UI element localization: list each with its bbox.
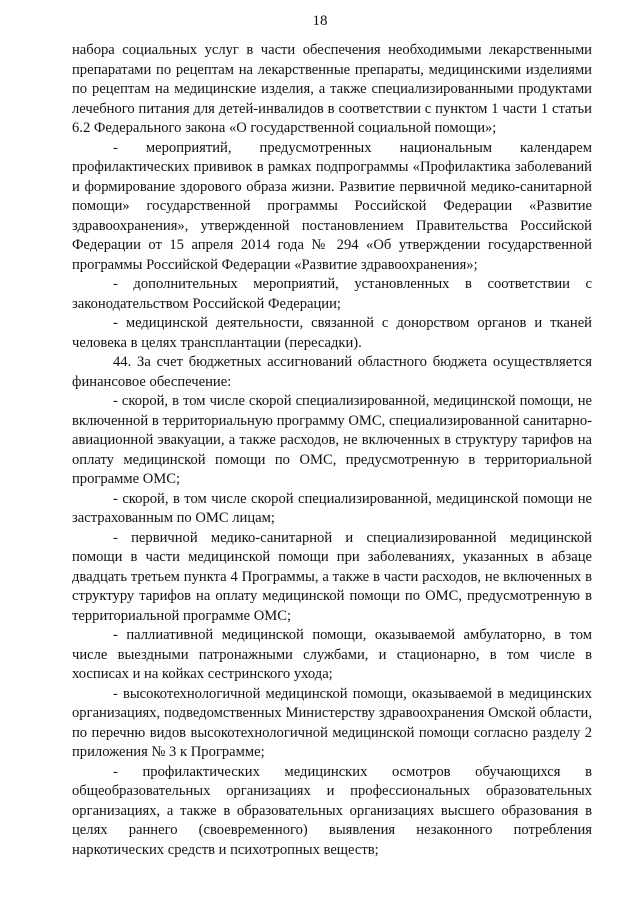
page-number: 18 <box>312 13 328 29</box>
paragraph-preventive-exams: - профилактических медицинских осмотров обучающихся в общеобразовательных организациях и профессиональных образовательных организациях, а также в образовательных организациях высшего образования в целях раннего (своевременного) выявления незаконного потребления наркотических средств и психотропных веществ; <box>72 763 592 858</box>
document-body <box>72 41 592 860</box>
paragraph-section-44: 44. За счет бюджетных ассигнований областного бюджета осуществляется финансовое обеспечение: <box>72 354 592 390</box>
paragraph-additional-measures: - дополнительных мероприятий, установленных в соответствии с законодательством Российской Федерации; <box>72 276 592 312</box>
paragraph-primary-care: - первичной медико-санитарной и специализированной медицинской помощи в части медицинской помощи при заболеваниях, указанных в абзаце двадцать третьем пункта 4 Программы, а также в части расходов, не включенных в структуру тарифов на оплату медицинской помощи по ОМС, предусмотренную в территориальной программе ОМС; <box>72 529 592 624</box>
paragraph-vaccination-calendar: - мероприятий, предусмотренных национальным календарем профилактических прививок в рамках подпрограммы «Профилактика заболеваний и формирование здорового образа жизни. Развитие первичной медико-санитарной помощи» государственной программы Российской Федерации «Развитие здравоохранения», утвержденной постановлением Правительства Российской Федерации от 15 апреля 2014 года № 294 «Об утверждении государственной программы Российской Федерации «Развитие здравоохранения»; <box>72 139 592 273</box>
paragraph-organ-donation: - медицинской деятельности, связанной с донорством органов и тканей человека в целях трансплантации (пересадки). <box>72 315 592 351</box>
paragraph-continuation: набора социальных услуг в части обеспечения необходимыми лекарственными препаратами по рецептам на лекарственные препараты, медицинскими изделиями по рецептам на медицинские изделия, а также специализированными продуктами лечебного питания для детей-инвалидов в соответствии с пунктом 1 части 1 статьи 6.2 Федерального закона «О государственной социальной помощи»; <box>72 42 592 136</box>
paragraph-high-tech-care: - высокотехнологичной медицинской помощи, оказываемой в медицинских организациях, подведомственных Министерству здравоохранения Омской области, по перечню видов высокотехнологичной медицинской помощи согласно разделу 2 приложения № 3 к Программе; <box>72 685 592 760</box>
paragraph-emergency-care: - скорой, в том числе скорой специализированной, медицинской помощи, не включенной в территориальную программу ОМС, специализированной санитарно-авиационной эвакуации, а также расходов, не включенных в структуру тарифов на оплату медицинской помощи по ОМС, предусмотренную в территориальной программе ОМС; <box>72 393 592 487</box>
paragraph-emergency-uninsured: - скорой, в том числе скорой специализированной, медицинской помощи не застрахованным по ОМС лицам; <box>72 490 592 526</box>
paragraph-palliative-care: - паллиативной медицинской помощи, оказываемой амбулаторно, в том числе выездными патронажными службами, и стационарно, в том числе в хосписах и на койках сестринского ухода; <box>72 627 592 682</box>
